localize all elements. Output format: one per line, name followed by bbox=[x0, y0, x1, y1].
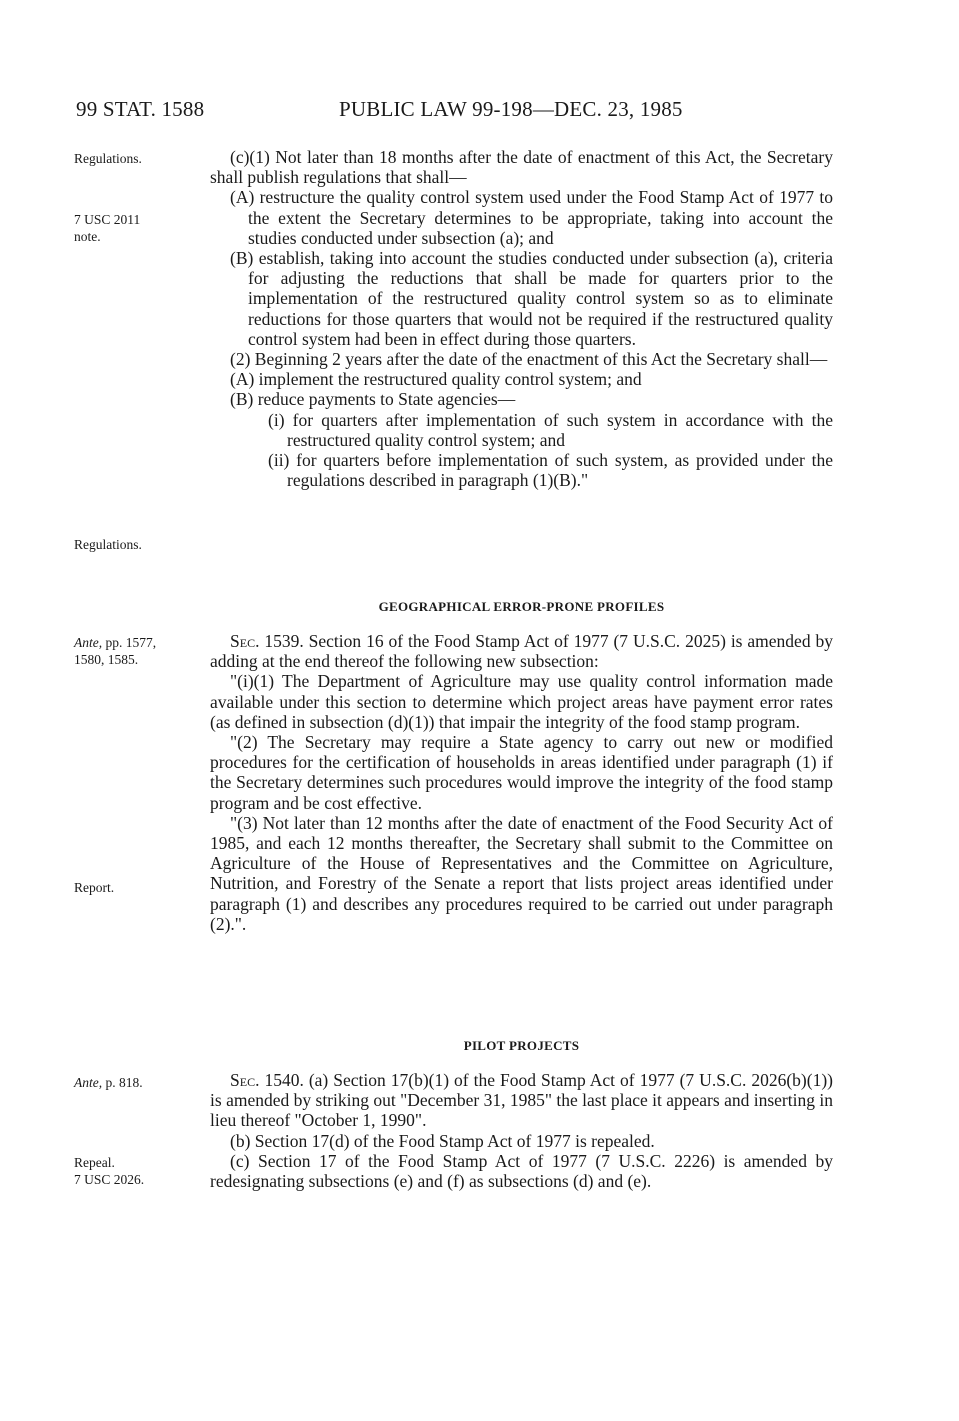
section-1539-paragraph-2: "(2) The Secretary may require a State agency to carry out new or modified procedures for the certification of households in areas identified under paragraph (1) if the Secretary determines such procedures would improve the integrity of the food stamp program and be cost effective. bbox=[210, 732, 833, 813]
paragraph-2: (2) Beginning 2 years after the date of the enactment of this Act the Secretary shall— bbox=[230, 349, 828, 370]
clause-B2: (B) reduce payments to State agencies— bbox=[230, 389, 516, 410]
margin-note-usc-2026: 7 USC 2026. bbox=[74, 1172, 145, 1187]
clause-ii: (ii) for quarters before implementation of such system, as provided under the regulations described in paragraph (1)(B)." bbox=[268, 450, 833, 491]
margin-note-regulations: Regulations. bbox=[74, 151, 142, 166]
section-1539-label: Sec. 1539. bbox=[230, 631, 304, 651]
clause-A2: (A) implement the restructured quality control system; and bbox=[230, 369, 642, 390]
margin-note-ante-1-pages: pp. 1577, bbox=[102, 635, 157, 650]
margin-note-repeal bbox=[74, 1154, 144, 1188]
margin-note-repeal-label: Repeal. bbox=[74, 1155, 115, 1170]
margin-note-ante-1 bbox=[74, 634, 156, 668]
clause-A: (A) restructure the quality control system used under the Food Stamp Act of 1977 to the extent the Secretary determines to be appropriate, taking into account the studies conducted under subsection (a); and bbox=[230, 187, 833, 248]
section-1539-text: Section 16 of the Food Stamp Act of 1977 (7 U.S.C. 2025) is amended by adding at the end thereof the following new subsection: bbox=[210, 631, 833, 672]
clause-i: (i) for quarters after implementation of such system in accordance with the restructured quality control system; and bbox=[268, 409, 833, 450]
section-1540-a-text: (a) Section 17(b)(1) of the Food Stamp Act of 1977 (7 U.S.C. 2026(b)(1)) is amended by striking out "December 31, 1985" the last place it appears and inserting in lieu thereof "October 1, 1990". bbox=[210, 1070, 833, 1131]
section-1540-b: (b) Section 17(d) of the Food Stamp Act of 1977 is repealed. bbox=[230, 1130, 655, 1151]
stat-page-number: 99 STAT. 1588 bbox=[76, 97, 205, 121]
margin-note-usc-line2: note. bbox=[74, 229, 101, 244]
margin-note-ante-1-pages-2: 1580, 1585. bbox=[74, 652, 139, 667]
margin-note-usc bbox=[74, 211, 140, 245]
margin-note-ante-1-italic: Ante, bbox=[74, 635, 103, 650]
paragraph-c1: (c)(1) Not later than 18 months after the date of enactment of this Act, the Secretary shall publish regulations that shall— bbox=[210, 147, 833, 188]
section-1540-label: Sec. 1540. bbox=[230, 1070, 304, 1090]
section-1539-paragraph-1: "(i)(1) The Department of Agriculture may use quality control information made available under this section to determine which project areas have payment error rates (as defined in subsection (d)(1)) that impair the integrity of the food stamp program. bbox=[210, 671, 833, 732]
section-1539 bbox=[210, 631, 833, 934]
section-1540-a bbox=[210, 1070, 833, 1131]
section-1540 bbox=[210, 1070, 833, 1191]
heading-geographical-error-prone-profiles: GEOGRAPHICAL ERROR-PRONE PROFILES bbox=[378, 599, 665, 614]
clause-B: (B) establish, taking into account the studies conducted under subsection (a), criteria for adjusting the reductions that shall be made for quarters prior to the implementation of the restructured quality control system so as to eliminate reductions for those quarters that would not be required if the restructured quality control system had been in effect during those quarters. bbox=[230, 248, 833, 349]
section-1540-c: (c) Section 17 of the Food Stamp Act of 1977 (7 U.S.C. 2226) is amended by redesignating subsections (e) and (f) as subsections (d) and (e). bbox=[210, 1150, 833, 1192]
margin-note-ante-2-italic: Ante, bbox=[74, 1075, 103, 1090]
section-1539-paragraph-3: "(3) Not later than 12 months after the date of enactment of the Food Security Act of 1985, and each 12 months thereafter, the Secretary shall submit to the Committee on Agriculture of the House of Representatives and the Committee on Agriculture, Nutrition, and Forestry of the Senate a report that lists project areas identified under paragraph (1) and describes any procedures required to be carried out under paragraph (2).". bbox=[210, 812, 833, 934]
margin-note-regulations-2: Regulations. bbox=[74, 537, 142, 552]
section-1539-intro bbox=[210, 631, 833, 671]
margin-note-report: Report. bbox=[74, 880, 115, 895]
heading-pilot-projects: PILOT PROJECTS bbox=[463, 1038, 580, 1053]
public-law-header: PUBLIC LAW 99-198—DEC. 23, 1985 bbox=[339, 97, 683, 121]
margin-note-usc-line1: 7 USC 2011 bbox=[74, 212, 141, 227]
margin-note-ante-2-page: p. 818. bbox=[102, 1075, 143, 1090]
margin-note-ante-2 bbox=[74, 1074, 143, 1091]
subsection-c-block bbox=[210, 147, 833, 490]
